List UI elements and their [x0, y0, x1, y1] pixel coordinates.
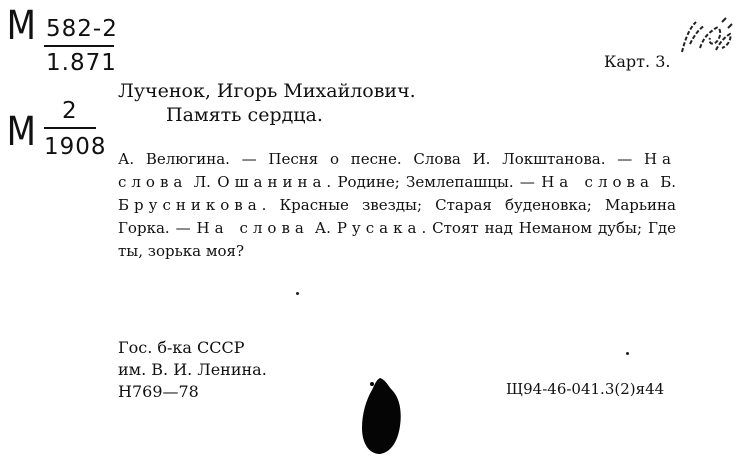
ink-blot [358, 376, 404, 456]
handwritten-shelf-bottom: 2 [62, 98, 78, 124]
stamp-mark-icon [676, 14, 736, 64]
handwritten-shelf-top-sub: 1.871 [46, 50, 117, 76]
library-imprint [118, 337, 267, 403]
speck [296, 292, 299, 295]
author-heading: Лученок, Игорь Михайлович. [118, 80, 416, 102]
card-number: Карт. 3. [604, 52, 671, 71]
handwritten-rule-top [44, 45, 114, 47]
poet-name: Русака [336, 219, 422, 237]
library-name: Гос. б-ка СССР [118, 338, 245, 357]
card-order-number: Н769—78 [118, 382, 199, 401]
spaced-phrase: На слова [196, 219, 309, 237]
work-title: Память сердца. [166, 104, 323, 126]
handwritten-rule-bottom [44, 127, 96, 129]
spaced-phrase: На слова [118, 150, 676, 191]
handwritten-shelf-bottom-sub: 1908 [44, 134, 107, 160]
spaced-phrase: На слова [541, 173, 654, 191]
handwritten-letter-bottom: М [6, 109, 36, 155]
classification-code: Щ94-46-041.3(2)я44 [506, 380, 665, 398]
speck [626, 352, 629, 355]
handwritten-shelf-top: 582-2 [46, 16, 118, 42]
library-name-cont: им. В. И. Ленина. [118, 360, 267, 379]
contents-note: А. Велюгина. — Песня о песне. Слова И. Локштанова. — На слова Л. Ошанина. Родине; Землепашцы. — На слова Б. Брусникова. Красные звезды; Старая буденовка; Марьина Горка. — На слова А. Русака. Стоят над Неманом дубы; Где ты, зорька моя? [118, 150, 677, 260]
handwritten-letter-top: М [6, 3, 36, 49]
poet-name: Брусникова [118, 196, 262, 214]
poet-name: Ошанина [217, 173, 327, 191]
